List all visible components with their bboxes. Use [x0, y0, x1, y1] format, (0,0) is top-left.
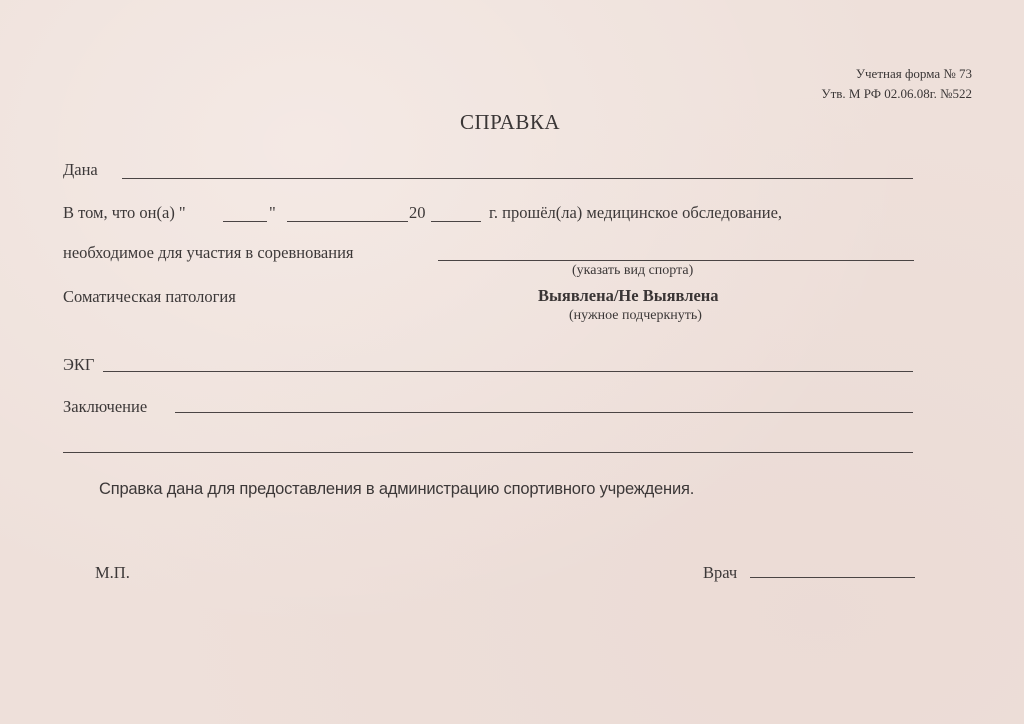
somatic-hint: (нужное подчеркнуть) — [569, 308, 702, 323]
exam-quote-close: " — [269, 203, 276, 222]
year-prefix: 20 — [409, 203, 426, 222]
conclusion-label: Заключение — [63, 397, 148, 416]
purpose-note: Справка дана для предоставления в администрацию спортивного учреждения. — [99, 480, 695, 498]
page-title: СПРАВКА — [460, 110, 561, 134]
form-approval: Утв. М РФ 02.06.08г. №522 — [821, 86, 972, 101]
form-meta — [821, 64, 972, 104]
day-field[interactable] — [223, 221, 267, 222]
somatic-options[interactable]: Выявлена/Не Выявлена — [538, 286, 719, 305]
exam-prefix: В том, что он(а) " — [63, 203, 186, 222]
issued-to-label: Дана — [63, 160, 98, 179]
month-field[interactable] — [287, 221, 408, 222]
form-number: Учетная форма № 73 — [855, 66, 972, 81]
competition-field[interactable] — [438, 260, 914, 261]
somatic-label: Соматическая патология — [63, 287, 236, 306]
stamp-label: М.П. — [95, 563, 130, 582]
year-field[interactable] — [431, 221, 481, 222]
exam-suffix: г. прошёл(ла) медицинское обследование, — [489, 203, 783, 222]
competition-label: необходимое для участия в соревнования — [63, 243, 354, 262]
conclusion-field[interactable] — [175, 412, 913, 413]
ecg-field[interactable] — [103, 371, 913, 372]
doctor-signature-field[interactable] — [750, 577, 915, 578]
ecg-label: ЭКГ — [63, 355, 95, 374]
conclusion-field-2[interactable] — [63, 452, 913, 453]
doctor-label: Врач — [703, 563, 738, 582]
issued-to-field[interactable] — [122, 178, 913, 179]
competition-hint: (указать вид спорта) — [572, 263, 694, 278]
